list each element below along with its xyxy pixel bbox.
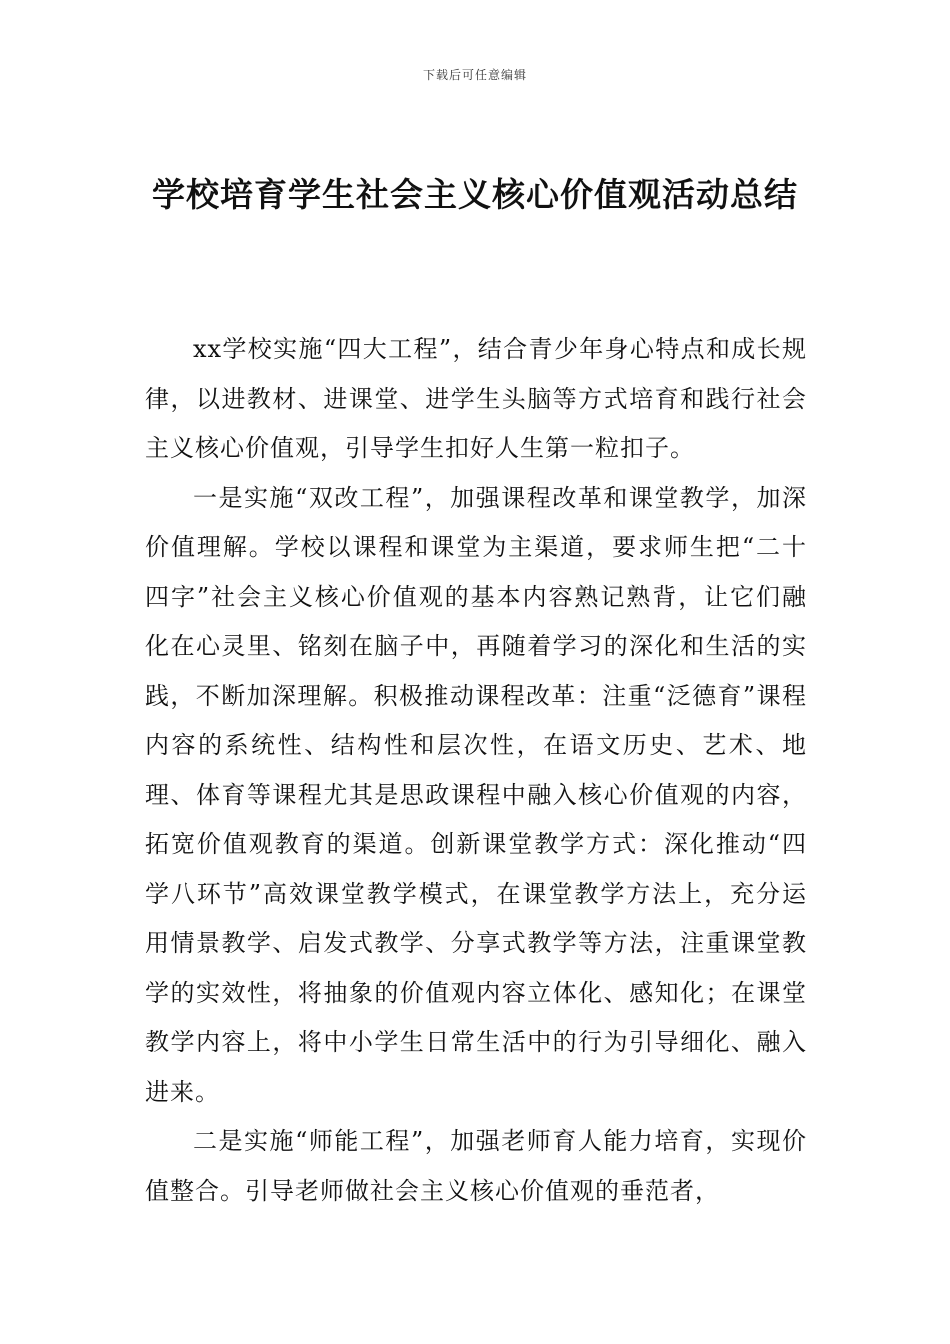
paragraph-intro: xx学校实施“四大工程”，结合青少年身心特点和成长规律，以进教材、进课堂、进学生头脑等方式培育和践行社会主义核心价值观，引导学生扣好人生第一粒扣子。: [145, 335, 807, 462]
document-body: [145, 325, 807, 1216]
document-title: 学校培育学生社会主义核心价值观活动总结: [152, 175, 798, 214]
paragraph-section-2: 二是实施“师能工程”，加强老师育人能力培育，实现价值整合。引导老师做社会主义核心价值观的垂范者，: [145, 1127, 807, 1205]
paragraph-section-1: 一是实施“双改工程”，加强课程改革和课堂教学，加深价值理解。学校以课程和课堂为主渠道，要求师生把“二十四字”社会主义核心价值观的基本内容熟记熟背，让它们融化在心灵里、铭刻在脑子中，再随着学习的深化和生活的实践，不断加深理解。积极推动课程改革：注重“泛德育”课程内容的系统性、结构性和层次性，在语文历史、艺术、地理、体育等课程尤其是思政课程中融入核心价值观的内容，拓宽价值观教育的渠道。创新课堂教学方式：深化推动“四学八环节”高效课堂教学模式，在课堂教学方法上，充分运用情景教学、启发式教学、分享式教学等方法，注重课堂教学的实效性，将抽象的价值观内容立体化、感知化；在课堂教学内容上，将中小学生日常生活中的行为引导细化、融入进来。: [145, 483, 807, 1106]
header-note: 下载后可任意编辑: [422, 68, 527, 82]
